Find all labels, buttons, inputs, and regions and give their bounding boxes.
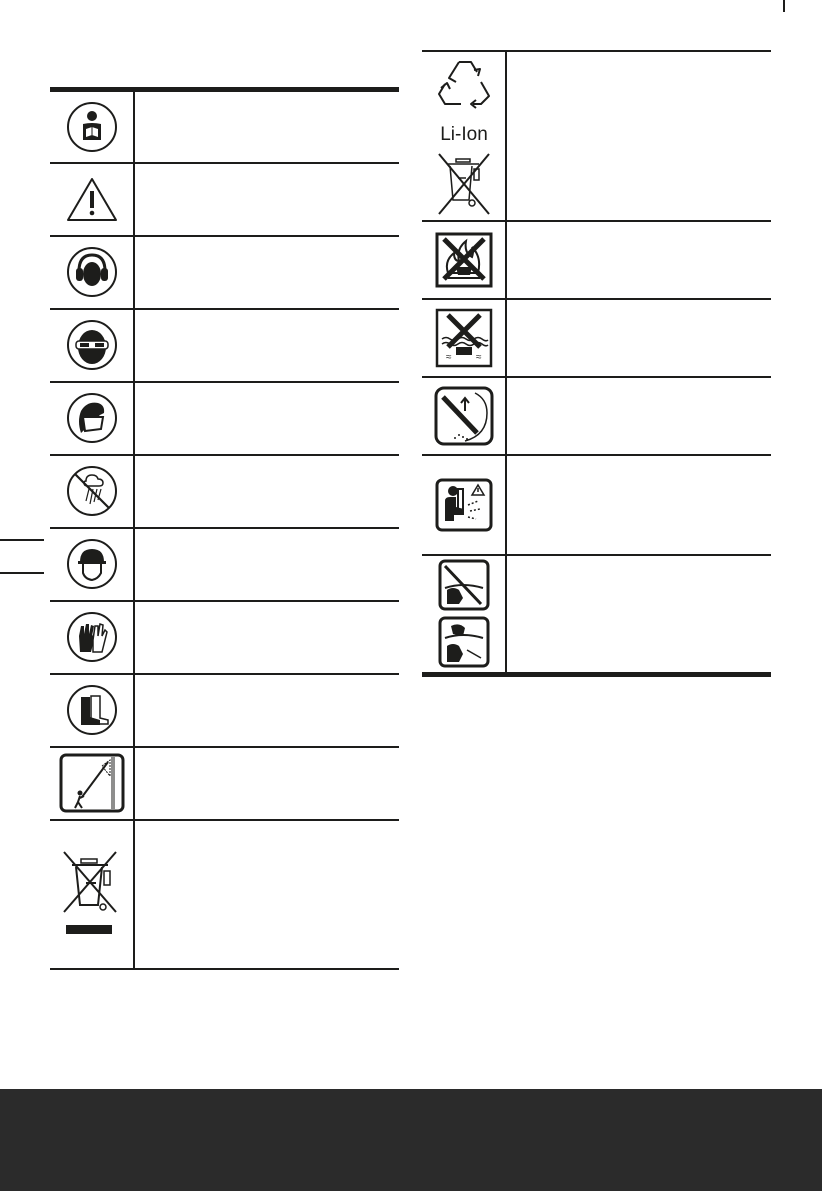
table-row (50, 747, 399, 820)
icon-cell (50, 236, 134, 309)
crop-mark (783, 0, 785, 12)
symbol-description (134, 820, 399, 969)
kickback-icon (433, 385, 495, 447)
symbol-description (134, 528, 399, 601)
icon-cell (422, 51, 506, 221)
side-tab-line-bottom (0, 572, 44, 574)
read-manual-icon (67, 102, 117, 152)
footer-bar (0, 1089, 822, 1191)
symbol-description (134, 309, 399, 382)
icon-cell (50, 309, 134, 382)
symbol-description (506, 555, 771, 674)
dust-mask-icon (67, 393, 117, 443)
icon-cell (422, 455, 506, 555)
symbol-description (506, 299, 771, 377)
table-row (50, 528, 399, 601)
side-tab-line-top (0, 539, 44, 541)
table-row (50, 820, 399, 969)
symbol-description (506, 51, 771, 221)
symbol-description (506, 455, 771, 555)
table-row (50, 382, 399, 455)
svg-text:≈: ≈ (475, 352, 481, 363)
icon-cell (422, 377, 506, 455)
symbol-table-left (50, 87, 399, 970)
table-row (422, 299, 771, 377)
icon-cell (50, 601, 134, 674)
table-row (422, 555, 771, 674)
icon-cell (50, 455, 134, 528)
icon-cell (50, 674, 134, 747)
icon-cell (422, 299, 506, 377)
symbol-description (134, 236, 399, 309)
svg-text:≈: ≈ (445, 352, 451, 363)
symbol-description (134, 455, 399, 528)
head-protection-icon (67, 539, 117, 589)
table-row (50, 163, 399, 236)
symbol-description (134, 90, 399, 163)
table-row (422, 455, 771, 555)
no-fire-icon (434, 231, 494, 289)
table-row (50, 601, 399, 674)
icon-cell (50, 90, 134, 163)
icon-cell (50, 382, 134, 455)
symbol-description (134, 601, 399, 674)
symbol-description (506, 221, 771, 299)
symbol-description (134, 382, 399, 455)
no-water-icon (434, 307, 494, 369)
table-row (50, 309, 399, 382)
icon-cell (422, 555, 506, 674)
symbol-description (134, 674, 399, 747)
li-ion-label: Li-Ion (439, 124, 488, 145)
table-row (50, 90, 399, 163)
no-rain-icon (67, 466, 117, 516)
chainsaw-debris-icon (434, 477, 494, 533)
ear-protection-icon (67, 247, 117, 297)
two-hand-grip-icon (437, 558, 491, 670)
table-row (422, 221, 771, 299)
symbol-description (134, 163, 399, 236)
overhead-cutting-icon (58, 752, 126, 814)
protective-gloves-icon (67, 612, 117, 662)
symbol-description (134, 747, 399, 820)
icon-cell (50, 528, 134, 601)
table-row (50, 674, 399, 747)
table-row (50, 236, 399, 309)
warning-triangle-icon (66, 176, 118, 222)
table-row (50, 455, 399, 528)
weee-bin-icon (60, 849, 124, 939)
symbol-description (506, 377, 771, 455)
safety-boots-icon (67, 685, 117, 735)
li-ion-recycle-icon (431, 56, 497, 216)
table-row (422, 51, 771, 221)
icon-cell (50, 820, 134, 969)
eye-protection-icon (67, 320, 117, 370)
icon-cell (50, 163, 134, 236)
icon-cell (50, 747, 134, 820)
icon-cell (422, 221, 506, 299)
symbol-table-right (422, 50, 771, 677)
table-row (422, 377, 771, 455)
